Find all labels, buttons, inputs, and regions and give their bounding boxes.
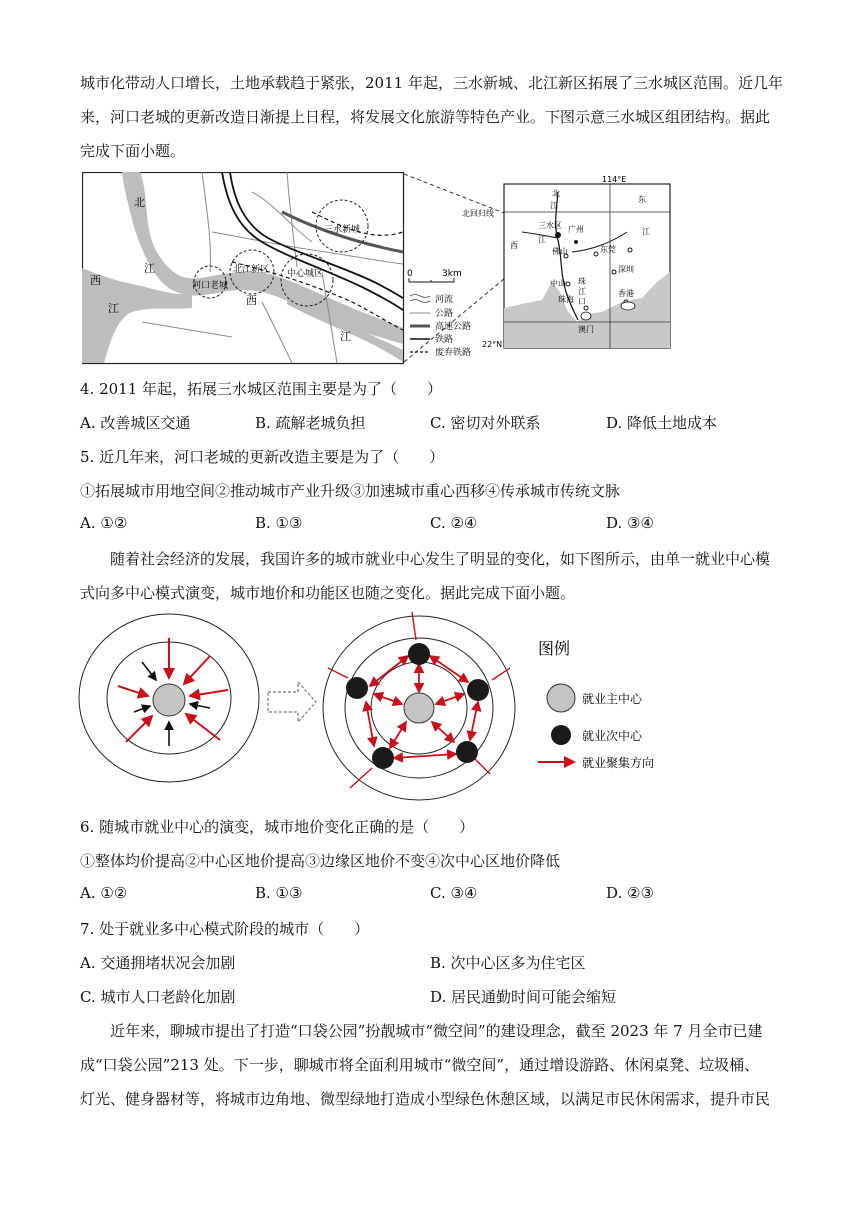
inset-hongkong: 香港 [618,289,634,298]
inset-shenzhen: 深圳 [618,265,634,274]
q7-option-c[interactable]: C. 城市人口老龄化加剧 [80,988,236,1006]
q5-option-a[interactable]: A. ①② [80,514,128,532]
q4-stem: 4. 2011 年起，拓展三水城区范围主要是为了（ ） [80,380,443,398]
q5-choices: ①拓展城市用地空间②推动城市产业升级③加速城市重心西移④传承城市传统文脉 [80,482,621,500]
single-center-model [79,614,259,782]
main-center-multi [404,693,434,723]
q4-option-a[interactable]: A. 改善城区交通 [80,414,191,432]
legend-main-center: 就业主中心 [582,692,643,706]
q5-option-b[interactable]: B. ①③ [255,514,303,532]
q7-option-a[interactable]: A. 交通拥堵状况会加剧 [80,954,236,972]
employment-center-diagram [78,612,698,806]
inset-sanshui: 三水区 [538,221,562,230]
inset-jiang1: 江 [550,201,558,210]
q7-stem: 7. 处于就业多中心模式阶段的城市（ ） [80,920,370,938]
legend-railway: 铁路 [435,335,454,345]
q4-option-c[interactable]: C. 密切对外联系 [430,414,541,432]
transition-arrow [268,682,316,722]
label-hekou-old-city: 河口老城 [192,281,229,291]
map-label-jiang-low: 江 [340,330,351,343]
map-label-jiang: 江 [144,262,155,275]
main-center-single [153,684,185,716]
inset-zhu: 珠 [578,277,586,286]
inset-xi: 西 [510,241,518,250]
scale-km: 3km [442,269,462,279]
inset-zhuhai: 珠海 [558,295,574,304]
sub-center-top [408,643,430,665]
legend-road: 公路 [435,309,454,319]
q5-stem: 5. 近几年来，河口老城的更新改造主要是为了（ ） [80,448,445,466]
inset-lon: 114°E [602,175,627,184]
inset-tropic: 北回归线 [462,209,494,218]
passage1-line-3: 完成下面小题。 [80,142,186,160]
q7-option-b[interactable]: B. 次中心区多为住宅区 [430,954,586,972]
map-label-xi-jiang: 江 [108,302,119,315]
inset-jiang4: 江 [578,287,586,296]
inset-macau: 澳门 [578,325,594,334]
passage3-line-3: 灯光、健身器材等，将城市边角地、微型绿地打造成小型绿色休憩区域，以满足市民休闲需求，提升市民 [80,1090,771,1108]
map-label-xi-low: 西 [246,294,257,307]
passage2-line-2: 式向多中心模式演变，城市地价和功能区也随之变化。据此完成下面小题。 [80,584,576,602]
q6-option-a[interactable]: A. ①② [80,884,128,902]
sub-center-bottom-right [456,741,478,763]
diagram-legend [538,639,654,770]
q5-option-c[interactable]: C. ②④ [430,514,478,532]
passage3-line-1: 近年来，聊城市提出了打造“口袋公园”扮靓城市“微空间”的建设理念，截至 2023 年 7 月全市已建 [110,1022,763,1040]
inset-jiang2: 江 [538,235,546,244]
inset-kou: 口 [578,297,586,306]
inset-map [462,175,670,349]
sanshui-map-figure [82,172,674,368]
inset-zhongshan: 中山 [550,279,566,288]
inset-dong: 东 [638,195,646,204]
map-legend [410,293,471,358]
passage2-line-1: 随着社会经济的发展，我国许多的城市就业中心发生了明显的变化，如下图所示，由单一就业中心模 [110,550,771,568]
q6-stem: 6. 随城市就业中心的演变，城市地价变化正确的是（ ） [80,818,475,836]
q6-choices: ①整体均价提高②中心区地价提高③边缘区地价不变④次中心区地价降低 [80,852,561,870]
map-label-xi: 西 [90,274,101,287]
sub-center-right [467,679,489,701]
inset-dongguan: 东莞 [600,245,616,254]
q7-option-d[interactable]: D. 居民通勤时间可能会缩短 [430,988,617,1006]
multi-center-model [323,612,515,800]
inset-guangzhou: 广州 [568,225,584,234]
q6-option-b[interactable]: B. ①③ [255,884,303,902]
label-beijiang-new-district: 北江新区 [233,265,270,275]
sub-center-left [346,677,368,699]
q4-option-d[interactable]: D. 降低土地成本 [606,414,718,432]
q4-option-b[interactable]: B. 疏解老城负担 [255,414,366,432]
label-central-district: 中心城区 [287,269,324,279]
label-sanshui-new-city: 三水新城 [324,225,361,235]
q6-option-d[interactable]: D. ②③ [606,884,654,902]
q6-option-c[interactable]: C. ③④ [430,884,478,902]
inset-foshan: 佛山 [552,247,568,256]
inset-jiang3: 江 [642,227,650,236]
legend-abandoned-railway: 废弃铁路 [435,348,472,358]
legend-title: 图例 [538,639,571,658]
inset-lat: 22°N [482,340,503,349]
passage3-line-2: 成“口袋公园”213 处。下一步，聊城市将全面利用城市“微空间”，通过增设游路、休闲桌凳、垃圾桶、 [80,1056,760,1074]
legend-river: 河流 [435,295,454,305]
map-label-bei: 北 [134,196,145,209]
scale-zero: 0 [407,269,413,279]
passage1-line-1: 城市化带动人口增长，土地承载趋于紧张，2011 年起，三水新城、北江新区拓展了三水城区范围。近几年 [80,74,783,92]
passage1-line-2: 来，河口老城的更新改造日渐提上日程，将发展文化旅游等特色产业。下图示意三水城区组团结构。据此 [80,108,771,126]
legend-sub-center: 就业次中心 [582,729,643,743]
sub-center-bottom-left [372,747,394,769]
q5-option-d[interactable]: D. ③④ [606,514,654,532]
legend-arrow: 就业聚集方向 [582,756,655,770]
legend-highway: 高速公路 [435,322,472,332]
inset-bei: 北 [552,189,560,198]
